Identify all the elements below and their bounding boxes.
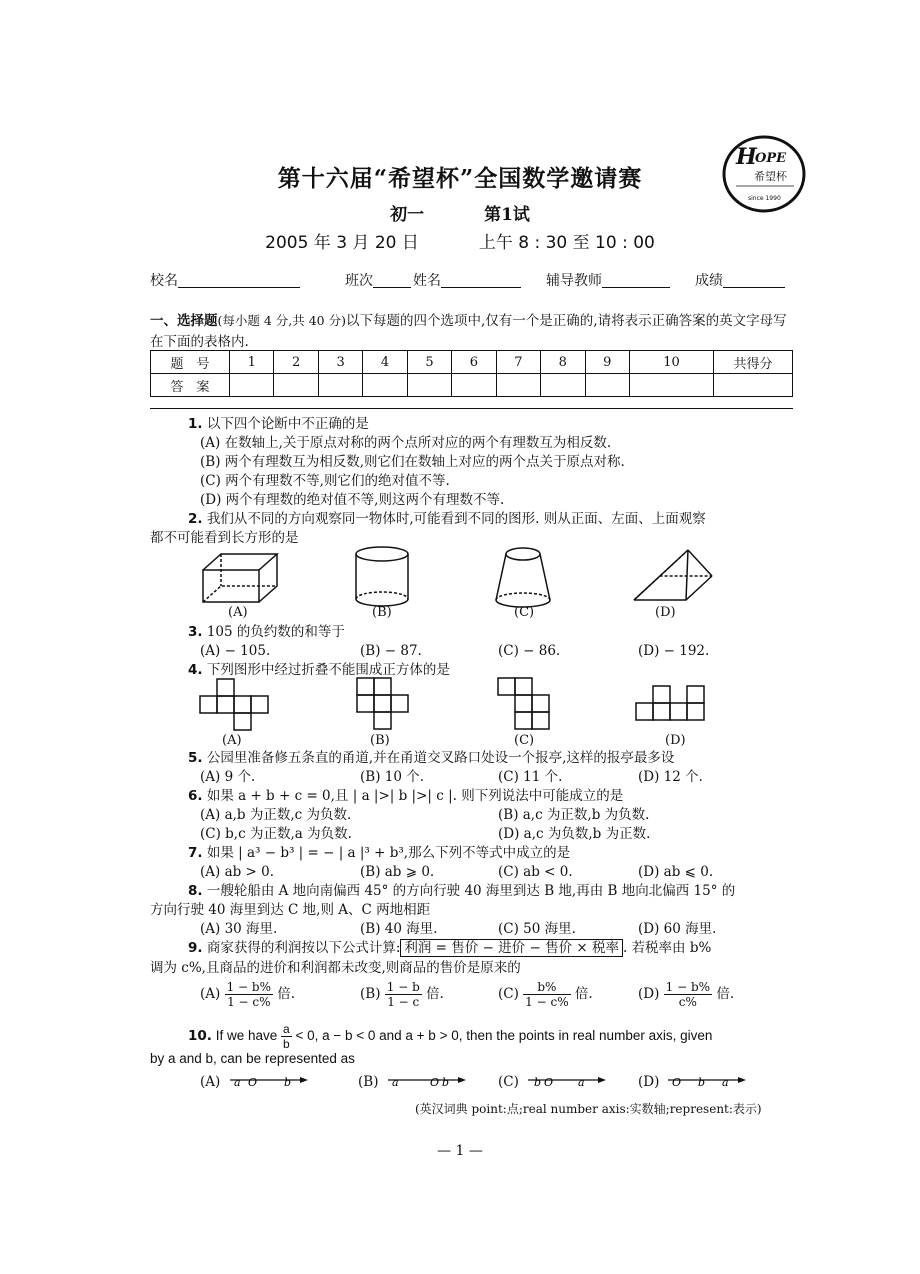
- q1-option-c: (C) 两个有理数不等,则它们的绝对值不等.: [200, 473, 450, 489]
- q8-option-c: (C) 50 海里.: [498, 921, 576, 937]
- q4-label-b: (B): [370, 733, 390, 748]
- q9-stem: 9. 商家获得的利润按以下公式计算: 利润 = 售价 − 进价 − 售价 × 税率 . 若税率由 b%: [188, 940, 712, 956]
- svg-text:since 1990: since 1990: [748, 195, 781, 202]
- q4-net-a: [198, 678, 270, 732]
- q4-label-c: (C): [514, 733, 535, 748]
- answer-cell[interactable]: [363, 374, 407, 397]
- q10-stem-cont: by a and b, can be represented as: [150, 1051, 355, 1066]
- q7-stem: 7. 如果 | a³ − b³ | = − | a |³ + b³,那么下列不等式中成立的是: [188, 845, 571, 861]
- q2-stem-cont: 都不可能看到长方形的是: [150, 530, 299, 546]
- q5-option-c: (C) 11 个.: [498, 769, 563, 785]
- q3-option-b: (B) − 87.: [360, 643, 422, 659]
- q10-axis-a: [228, 1068, 310, 1090]
- q3-stem: 3. 105 的负约数的和等于: [188, 624, 345, 640]
- answer-cell[interactable]: [585, 374, 629, 397]
- q1-option-a: (A) 在数轴上,关于原点对称的两个点所对应的两个有理数互为相反数.: [200, 435, 612, 451]
- q9-stem-cont: 调为 c%,且商品的进价和利润都未改变,则商品的售价是原来的: [150, 960, 521, 976]
- instructions: 一、选择题(每小题 4 分,共 40 分)以下每题的四个选项中,仅有一个是正确的,请将表示正确答案的英文字母写在下面的表格内.: [150, 313, 787, 350]
- q4-net-d: [634, 684, 708, 724]
- q2-label-c: (C): [514, 605, 535, 620]
- q6-stem: 6. 如果 a + b + c = 0,且 | a |>| b |>| c |. 则下列说法中可能成立的是: [188, 788, 624, 804]
- answer-table: [150, 350, 793, 397]
- answer-cell[interactable]: [274, 374, 318, 397]
- q1-option-d: (D) 两个有理数的绝对值不等,则这两个有理数不等.: [200, 492, 505, 508]
- exam-title: 第十六届“希望杯”全国数学邀请赛: [277, 165, 643, 192]
- section-divider: [150, 408, 793, 409]
- answer-cell[interactable]: [541, 374, 585, 397]
- glossary-note: (英汉词典 point:点;real number axis:实数轴;represent:表示): [415, 1102, 762, 1116]
- q10-label-b: (B): [358, 1074, 379, 1090]
- q4-label-d: (D): [665, 733, 686, 748]
- svg-text:b: b: [698, 1076, 706, 1089]
- q5-option-a: (A) 9 个.: [200, 769, 256, 785]
- q2-stem: 2. 我们从不同的方向观察同一物体时,可能看到不同的图形. 则从正面、左面、上面观察: [188, 511, 706, 527]
- q10-stem: 10. If we have $\frac{a}{b}$ < 0, a − b < 0 and a + b > 0, then the points in real number axis, given: [188, 1022, 713, 1051]
- svg-text:a: a: [578, 1076, 585, 1089]
- q10-label-a: (A): [200, 1074, 221, 1090]
- q2-label-b: (B): [372, 605, 392, 620]
- answer-cell[interactable]: [318, 374, 362, 397]
- q10-label-c: (C): [498, 1074, 519, 1090]
- answer-cell[interactable]: [230, 374, 274, 397]
- svg-text:O: O: [248, 1076, 258, 1089]
- q6-option-c: (C) b,c 为正数,a 为负数.: [200, 826, 352, 842]
- svg-text:希望杯: 希望杯: [754, 170, 787, 183]
- q2-figure-a-cuboid: [195, 548, 285, 608]
- exam-date-line: [0, 228, 920, 253]
- q9-option-a: (A) $\frac{1 - b\%}{1 - c\%}$ 倍.: [200, 980, 296, 1009]
- q7-option-b: (B) ab ⩾ 0.: [360, 864, 435, 880]
- info-name: 姓名: [413, 270, 521, 290]
- grade-label: 初一: [390, 205, 425, 225]
- q4-stem: 4. 下列图形中经过折叠不能围成正方体的是: [188, 662, 450, 678]
- svg-text:O: O: [672, 1076, 682, 1089]
- q1-stem: 1. 以下四个论断中不正确的是: [188, 416, 369, 432]
- q3-option-c: (C) − 86.: [498, 643, 561, 659]
- q2-label-a: (A): [228, 605, 248, 620]
- info-school: 校名: [150, 270, 300, 290]
- svg-text:a: a: [234, 1076, 241, 1089]
- q4-net-b: [355, 676, 411, 732]
- svg-text:a: a: [392, 1076, 399, 1089]
- exam-time: 上午 8 : 30 至 10 : 00: [478, 233, 655, 253]
- q8-option-a: (A) 30 海里.: [200, 921, 278, 937]
- q6-option-b: (B) a,c 为正数,b 为负数.: [498, 807, 650, 823]
- exam-date: 2005 年 3 月 20 日: [265, 233, 419, 253]
- svg-text:b: b: [534, 1076, 542, 1089]
- answer-cell[interactable]: [407, 374, 451, 397]
- info-class: 班次: [345, 270, 411, 290]
- exam-subtitle: [0, 200, 920, 225]
- q2-figure-d-pyramid: [628, 546, 718, 608]
- svg-text:O: O: [544, 1076, 554, 1089]
- q6-option-d: (D) a,c 为负数,b 为正数.: [498, 826, 651, 842]
- svg-text:a: a: [722, 1076, 729, 1089]
- round-label: 第1试: [484, 205, 530, 225]
- info-score: 成绩: [695, 270, 785, 290]
- q10-label-d: (D): [638, 1074, 660, 1090]
- profit-formula-box: 利润 = 售价 − 进价 − 售价 × 税率: [400, 939, 623, 957]
- answer-table-answer-row: 答 案: [151, 374, 793, 397]
- q2-label-d: (D): [655, 605, 676, 620]
- q6-option-a: (A) a,b 为正数,c 为负数.: [200, 807, 352, 823]
- q10-axis-b: [386, 1068, 468, 1090]
- q9-option-c: (C) $\frac{b\%}{1 - c\%}$ 倍.: [498, 980, 593, 1009]
- q1-option-b: (B) 两个有理数互为相反数,则它们在数轴上对应的两个点关于原点对称.: [200, 454, 625, 470]
- q8-option-d: (D) 60 海里.: [638, 921, 717, 937]
- q3-option-d: (D) − 192.: [638, 643, 710, 659]
- q10-axis-c: [526, 1068, 608, 1090]
- q5-option-d: (D) 12 个.: [638, 769, 703, 785]
- q8-stem: 8. 一艘轮船由 A 地向南偏西 45° 的方向行驶 40 海里到达 B 地,再由 B 地向北偏西 15° 的: [188, 883, 736, 899]
- svg-text:OPE: OPE: [755, 151, 787, 166]
- answer-cell[interactable]: [452, 374, 496, 397]
- info-tutor: 辅导教师: [546, 270, 670, 290]
- answer-table-header-row: 题 号 1 2 3 4 5 6 7 8 9 10 共得分: [151, 351, 793, 374]
- svg-text:H: H: [736, 144, 757, 170]
- svg-text:O: O: [430, 1076, 440, 1089]
- q4-label-a: (A): [222, 733, 242, 748]
- q8-stem-cont: 方向行驶 40 海里到达 C 地,则 A、C 两地相距: [150, 902, 431, 918]
- q8-option-b: (B) 40 海里.: [360, 921, 438, 937]
- svg-text:b: b: [284, 1076, 292, 1089]
- q10-axis-d: [666, 1068, 748, 1090]
- q7-option-a: (A) ab > 0.: [200, 864, 275, 880]
- q4-net-c: [496, 676, 556, 732]
- q2-figure-c-frustum: [490, 544, 556, 610]
- q3-option-a: (A) − 105.: [200, 643, 271, 659]
- page-number: — 1 —: [437, 1143, 483, 1159]
- answer-cell[interactable]: [496, 374, 540, 397]
- total-score-cell[interactable]: [714, 374, 793, 397]
- q9-option-d: (D) $\frac{1 - b\%}{c\%}$ 倍.: [638, 980, 735, 1009]
- q7-option-c: (C) ab < 0.: [498, 864, 573, 880]
- answer-cell[interactable]: [629, 374, 713, 397]
- svg-text:b: b: [442, 1076, 450, 1089]
- q5-option-b: (B) 10 个.: [360, 769, 425, 785]
- q2-figure-b-cylinder: [350, 544, 414, 610]
- q5-stem: 5. 公园里准备修五条直的甬道,并在甬道交叉路口处设一个报亭,这样的报亭最多设: [188, 750, 675, 766]
- q9-option-b: (B) $\frac{1 - b}{1 - c}$ 倍.: [360, 980, 444, 1009]
- q7-option-d: (D) ab ⩽ 0.: [638, 864, 714, 880]
